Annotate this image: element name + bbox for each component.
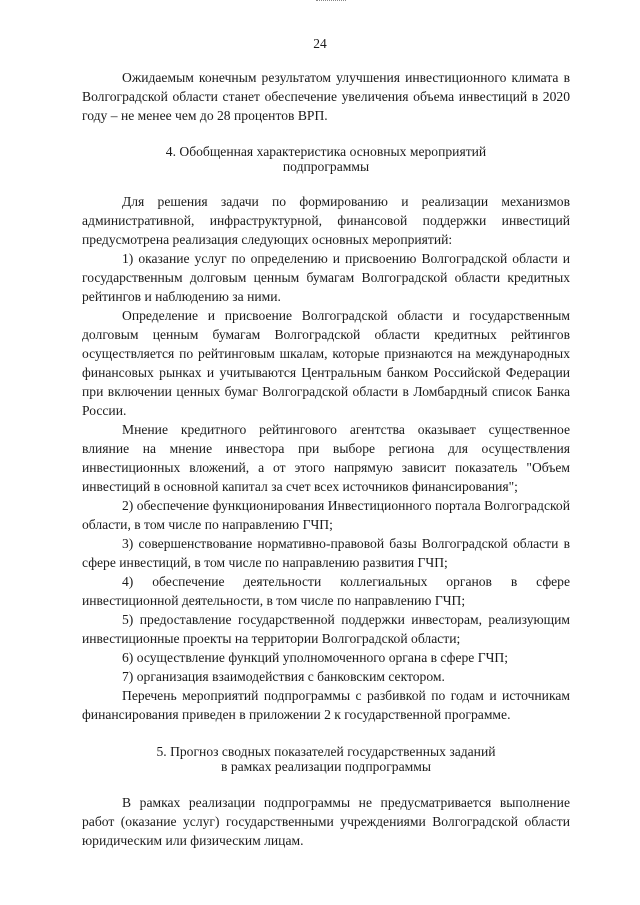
section-4-heading-line-2: подпрограммы [282,159,370,174]
list-item-7: 7) организация взаимодействия с банковским сектором. [122,669,445,684]
section-5-heading-line-1: 5. Прогноз сводных показателей государственных заданий [156,744,496,759]
list-item-1: 1) оказание услуг по определению и присвоению Волгоградской области и государственным долговым ценным бумагам Волгоградской области кредитных рейтингов и наблюдению за ними. [82,251,570,304]
paragraph: Определение и присвоение Волгоградской области и государственным долговым ценным бумагам Волгоградской области кредитных рейтингов осуществляется по рейтинговым шкалам, которые признаются на международных финансовых рынках и учитываются Центральным банком Российской Федерации при включении ценных бумаг Волгоградской области в Ломбардный список Банка России. [82,308,570,418]
list-item-5: 5) предоставление государственной поддержки инвесторам, реализующим инвестиционные проекты на территории Волгоградской области; [82,612,570,646]
list-item-2: 2) обеспечение функционирования Инвестиционного портала Волгоградской области, в том числе по направлению ГЧП; [82,498,570,532]
paragraph-expected-result: Ожидаемым конечным результатом улучшения инвестиционного климата в Волгоградской области станет обеспечение увеличения объема инвестиций в 2020 году – не менее чем до 28 процентов ВРП. [82,70,570,123]
list-item-4: 4) обеспечение деятельности коллегиальных органов в сфере инвестиционной деятельности, в том числе по направлению ГЧП; [82,574,570,608]
list-item-3: 3) совершенствование нормативно-правовой базы Волгоградской области в сфере инвестиций, в том числе по направлению развития ГЧП; [82,536,570,570]
paragraph: Мнение кредитного рейтингового агентства оказывает существенное влияние на мнение инвестора при выборе региона для осуществления инвестиционных вложений, а от этого напрямую зависит показатель "Объем инвестиций в основной капитал за счет всех источников финансирования"; [82,422,570,494]
page-content [82,68,570,850]
paragraph: Для решения задачи по формированию и реализации механизмов административной, инфраструктурной, финансовой поддержки инвестиций предусмотрена реализация следующих основных мероприятий: [82,194,570,247]
scan-edge-mark [316,0,346,4]
section-5-body [82,793,570,850]
list-item-6: 6) осуществление функций уполномоченного органа в сфере ГЧП; [122,650,508,665]
paragraph: Перечень мероприятий подпрограммы с разбивкой по годам и источникам финансирования приведен в приложении 2 к государственной программе. [82,688,570,722]
section-4-heading-line-1: 4. Обобщенная характеристика основных мероприятий [165,144,487,159]
section-5-heading-line-2: в рамках реализации подпрограммы [221,759,431,774]
paragraph: В рамках реализации подпрограммы не предусматривается выполнение работ (оказание услуг) государственными учреждениями Волгоградской области юридическим или физическим лицам. [82,795,570,848]
section-5-heading [82,744,570,774]
section-4-body [82,192,570,724]
page-number: 24 [313,36,327,51]
section-4-heading [82,144,570,174]
